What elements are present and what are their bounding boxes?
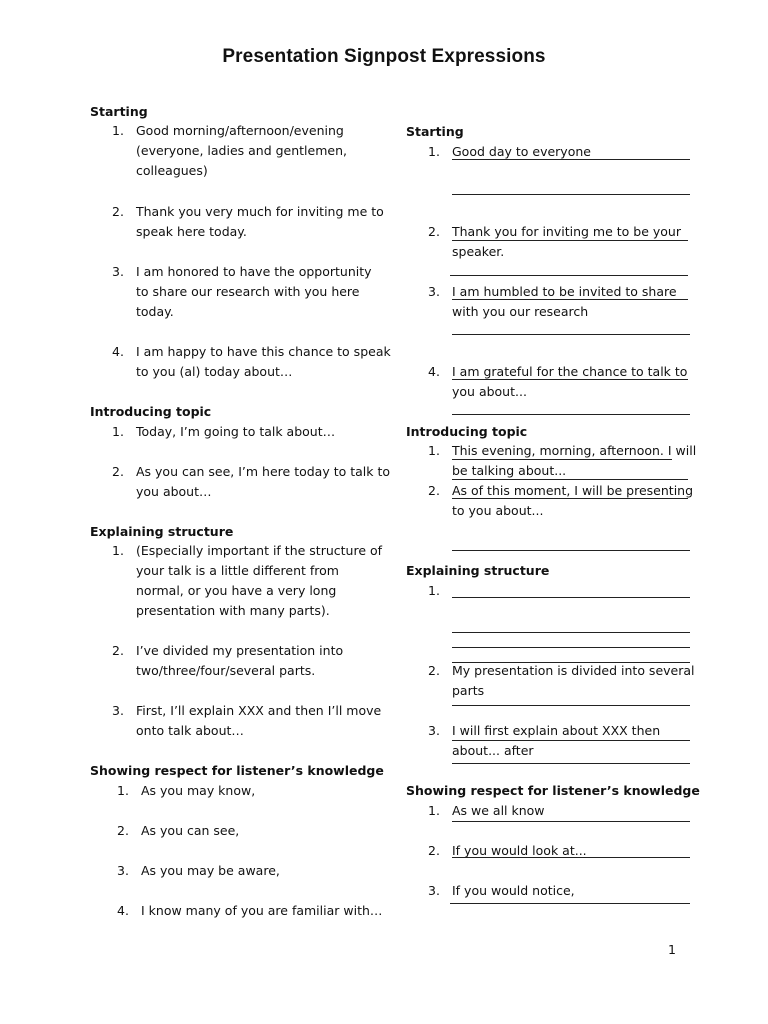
list-item-text: normal, or you have a very long [136, 583, 337, 598]
answer-line [452, 414, 690, 415]
list-item-text: about... after [452, 743, 534, 758]
list-item-text: onto talk about… [136, 723, 244, 738]
answer-line [452, 763, 690, 764]
answer-line [452, 597, 690, 598]
list-item-text: As of this moment, I will be presenting [452, 483, 694, 498]
list-item-text: As you can see, I’m here today to talk to [136, 464, 391, 479]
list-item-text: your talk is a little different from [136, 563, 339, 578]
section-heading-introducing-topic: Introducing topic [406, 424, 528, 439]
answer-line [450, 275, 688, 276]
answer-line [452, 379, 688, 380]
list-item-text: This evening, morning, afternoon. I will [452, 443, 697, 458]
list-number: 2. [112, 643, 124, 658]
list-item-text: Thank you very much for inviting me to [136, 204, 384, 219]
list-item-text: you about... [452, 384, 527, 399]
list-number: 1. [428, 803, 440, 818]
answer-line [452, 647, 690, 648]
list-number: 1. [112, 123, 124, 138]
list-number: 3. [428, 284, 440, 299]
list-item-text: As you can see, [141, 823, 240, 838]
answer-line [450, 903, 690, 904]
list-number: 4. [117, 903, 129, 918]
section-heading-starting: Starting [90, 104, 148, 119]
list-number: 3. [117, 863, 129, 878]
list-number: 2. [117, 823, 129, 838]
list-item-text: Today, I’m going to talk about… [136, 424, 336, 439]
list-item-text: be talking about... [452, 463, 567, 478]
answer-line [452, 240, 688, 241]
list-number: 2. [428, 483, 440, 498]
list-number: 1. [428, 583, 440, 598]
list-number: 1. [428, 144, 440, 159]
list-number: 1. [117, 783, 129, 798]
list-item-text: Good day to everyone [452, 144, 591, 159]
list-number: 1. [112, 543, 124, 558]
section-heading-explaining-structure: Explaining structure [90, 524, 234, 539]
list-number: 3. [112, 703, 124, 718]
list-item-text: I am grateful for the chance to talk to [452, 364, 688, 379]
list-item-text: I am honored to have the opportunity [136, 264, 372, 279]
list-item-text: As we all know [452, 803, 545, 818]
list-item-text: My presentation is divided into several [452, 663, 695, 678]
answer-line [452, 299, 688, 300]
list-item-text: with you our research [452, 304, 589, 319]
list-item-text: parts [452, 683, 485, 698]
answer-line [452, 479, 688, 480]
list-item-text: If you would notice, [452, 883, 575, 898]
list-item-text: I am humbled to be invited to share [452, 284, 677, 299]
answer-line [452, 334, 690, 335]
list-item-text: I’ve divided my presentation into [136, 643, 344, 658]
list-number: 2. [112, 204, 124, 219]
list-item-text: today. [136, 304, 174, 319]
list-item-text: As you may be aware, [141, 863, 280, 878]
list-item-text: speaker. [452, 244, 505, 259]
list-item-text: colleagues) [136, 163, 208, 178]
section-heading-starting: Starting [406, 124, 464, 139]
list-number: 1. [428, 443, 440, 458]
answer-line [452, 550, 690, 551]
section-heading-showing-respect: Showing respect for listener’s knowledge [90, 763, 384, 778]
list-item-text: Thank you for inviting me to be your [452, 224, 681, 239]
list-item-text: Good morning/afternoon/evening [136, 123, 344, 138]
list-item-text: I will first explain about XXX then [452, 723, 661, 738]
list-item-text: (everyone, ladies and gentlemen, [136, 143, 347, 158]
list-number: 4. [112, 344, 124, 359]
answer-line [452, 459, 672, 460]
list-item-text: As you may know, [141, 783, 256, 798]
list-item-text: to you (al) today about… [136, 364, 293, 379]
list-number: 3. [428, 723, 440, 738]
list-item-text: I know many of you are familiar with… [141, 903, 383, 918]
list-item-text: to share our research with you here [136, 284, 360, 299]
list-number: 4. [428, 364, 440, 379]
list-number: 2. [428, 663, 440, 678]
answer-line [452, 194, 690, 195]
list-number: 1. [112, 424, 124, 439]
list-item-text: you about… [136, 484, 212, 499]
list-number: 2. [112, 464, 124, 479]
page-title: Presentation Signpost Expressions [222, 46, 546, 67]
list-item-text: (Especially important if the structure of [136, 543, 383, 558]
answer-line [452, 498, 688, 499]
section-heading-explaining-structure: Explaining structure [406, 563, 550, 578]
list-item-text: I am happy to have this chance to speak [136, 344, 391, 359]
page-number: 1 [668, 942, 676, 957]
list-item-text: to you about... [452, 503, 544, 518]
list-number: 3. [428, 883, 440, 898]
section-heading-introducing-topic: Introducing topic [90, 404, 212, 419]
answer-line [452, 857, 690, 858]
answer-line [452, 821, 690, 822]
list-number: 3. [112, 264, 124, 279]
answer-line [452, 632, 690, 633]
answer-line [452, 159, 690, 160]
list-item-text: speak here today. [136, 224, 247, 239]
list-item-text: If you would look at... [452, 843, 587, 858]
list-item-text: two/three/four/several parts. [136, 663, 316, 678]
answer-line [452, 705, 690, 706]
list-number: 2. [428, 224, 440, 239]
list-item-text: First, I’ll explain XXX and then I’ll move [136, 703, 382, 718]
section-heading-showing-respect: Showing respect for listener’s knowledge [406, 783, 700, 798]
list-item-text: presentation with many parts). [136, 603, 330, 618]
list-number: 2. [428, 843, 440, 858]
